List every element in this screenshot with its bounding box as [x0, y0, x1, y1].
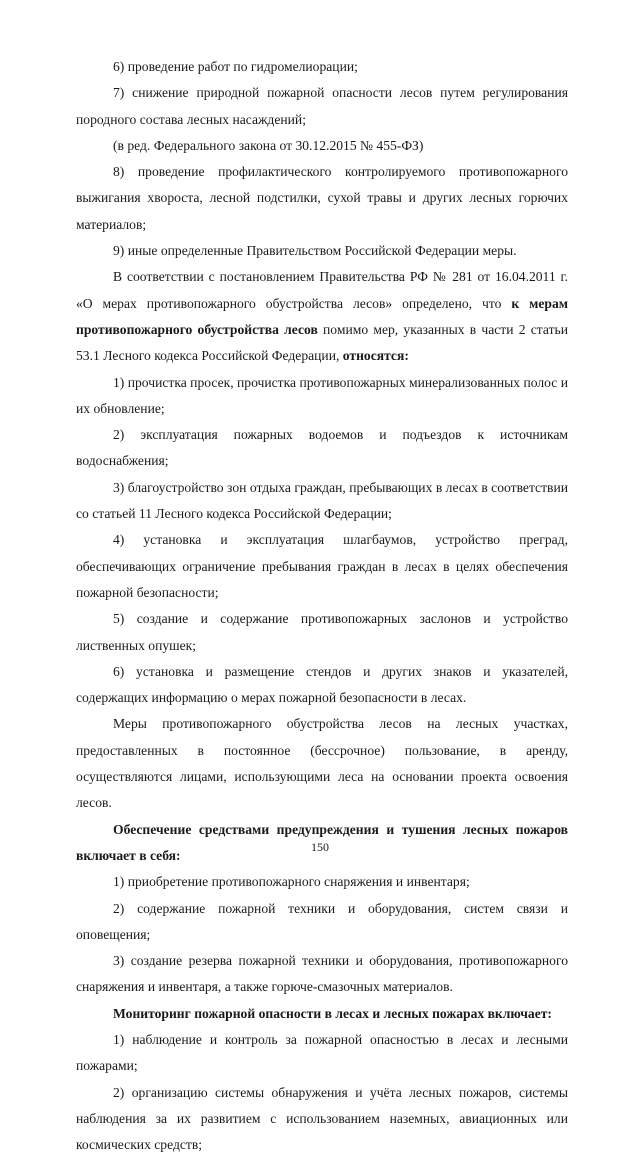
body-text — [76, 54, 568, 1158]
paragraph — [76, 370, 568, 423]
bold-text: Мониторинг пожарной опасности в лесах и лесных пожарах включает: — [113, 1005, 552, 1021]
text-span: Меры противопожарного обустройства лесов на лесных участках, предоставленных в постоянное (бессрочное) пользование, в аренду, осуществляются лицами, использующими леса на основании проекта освоения лесов. — [76, 716, 568, 811]
paragraph — [76, 527, 568, 606]
paragraph — [76, 659, 568, 712]
paragraph — [76, 1027, 568, 1080]
paragraph — [76, 948, 568, 1001]
paragraph — [76, 159, 568, 238]
text-span: В соответствии с постановлением Правительства РФ № 281 от 16.04.2011 г. «О мерах противопожарного обустройства лесов» определено, что — [76, 269, 568, 311]
text-span: 4) установка и эксплуатация шлагбаумов, устройство преград, обеспечивающих ограничение пребывания граждан в лесах в целях обеспечения пожарной безопасности; — [76, 532, 568, 600]
paragraph — [76, 1001, 568, 1027]
text-span: 1) приобретение противопожарного снаряжения и инвентаря; — [113, 874, 470, 890]
text-span: 2) организацию системы обнаружения и учёта лесных пожаров, системы наблюдения за их развитием с использованием наземных, авиационных или космических средств; — [76, 1084, 568, 1153]
text-span: 8) проведение профилактического контролируемого противопожарного выжигания хвороста, лесной подстилки, сухой травы и других лесных горючих материалов; — [76, 164, 568, 232]
paragraph — [76, 54, 568, 80]
text-span: (в ред. Федерального закона от 30.12.2015 № 455-ФЗ) — [113, 137, 424, 153]
bold-text: к мерам противопожарного обустройства лесов — [76, 295, 569, 337]
paragraph — [76, 606, 568, 659]
paragraph — [76, 133, 568, 159]
text-span: 7) снижение природной пожарной опасности лесов путем регулирования породного состава лесных насаждений; — [76, 85, 568, 127]
bold-text: Обеспечение средствами предупреждения и тушения лесных пожаров включает в себя: — [76, 821, 568, 863]
text-span: 2) эксплуатация пожарных водоемов и подъездов к источникам водоснабжения; — [76, 427, 568, 469]
paragraph — [76, 1080, 568, 1158]
bold-text: относятся: — [342, 348, 409, 364]
paragraph — [76, 264, 568, 369]
text-span: 6) установка и размещение стендов и других знаков и указателей, содержащих информацию о мерах пожарной безопасности в лесах. — [76, 663, 568, 706]
text-span: 3) создание резерва пожарной техники и оборудования, противопожарного снаряжения и инвентаря, а также горюче-смазочных материалов. — [76, 953, 568, 995]
text-span: 6) проведение работ по гидромелиорации; — [113, 59, 358, 74]
paragraph — [76, 896, 568, 949]
text-span: 5) создание и содержание противопожарных заслонов и устройство лиственных опушек; — [76, 611, 568, 653]
text-span: 9) иные определенные Правительством Российской Федерации меры. — [113, 243, 517, 259]
text-span: помимо мер, указанных в части 2 статьи 53.1 Лесного кодекса Российской Федерации, — [76, 321, 568, 364]
paragraph — [76, 80, 568, 133]
text-span: 3) благоустройство зон отдыха граждан, пребывающих в лесах в соответствии со статьей 11 Лесного кодекса Российской Федерации; — [76, 479, 568, 522]
page-number: 150 — [311, 840, 329, 854]
text-span: 1) наблюдение и контроль за пожарной опасностью в лесах и лесными пожарами; — [76, 1031, 568, 1074]
paragraph — [76, 869, 568, 895]
paragraph — [76, 422, 568, 475]
text-span: 2) содержание пожарной техники и оборудования, систем связи и оповещения; — [76, 900, 568, 942]
paragraph — [76, 475, 568, 528]
paragraph — [76, 711, 568, 816]
text-span: 1) прочистка просек, прочистка противопожарных минерализованных полос и их обновление; — [76, 374, 568, 416]
paragraph — [76, 238, 568, 264]
